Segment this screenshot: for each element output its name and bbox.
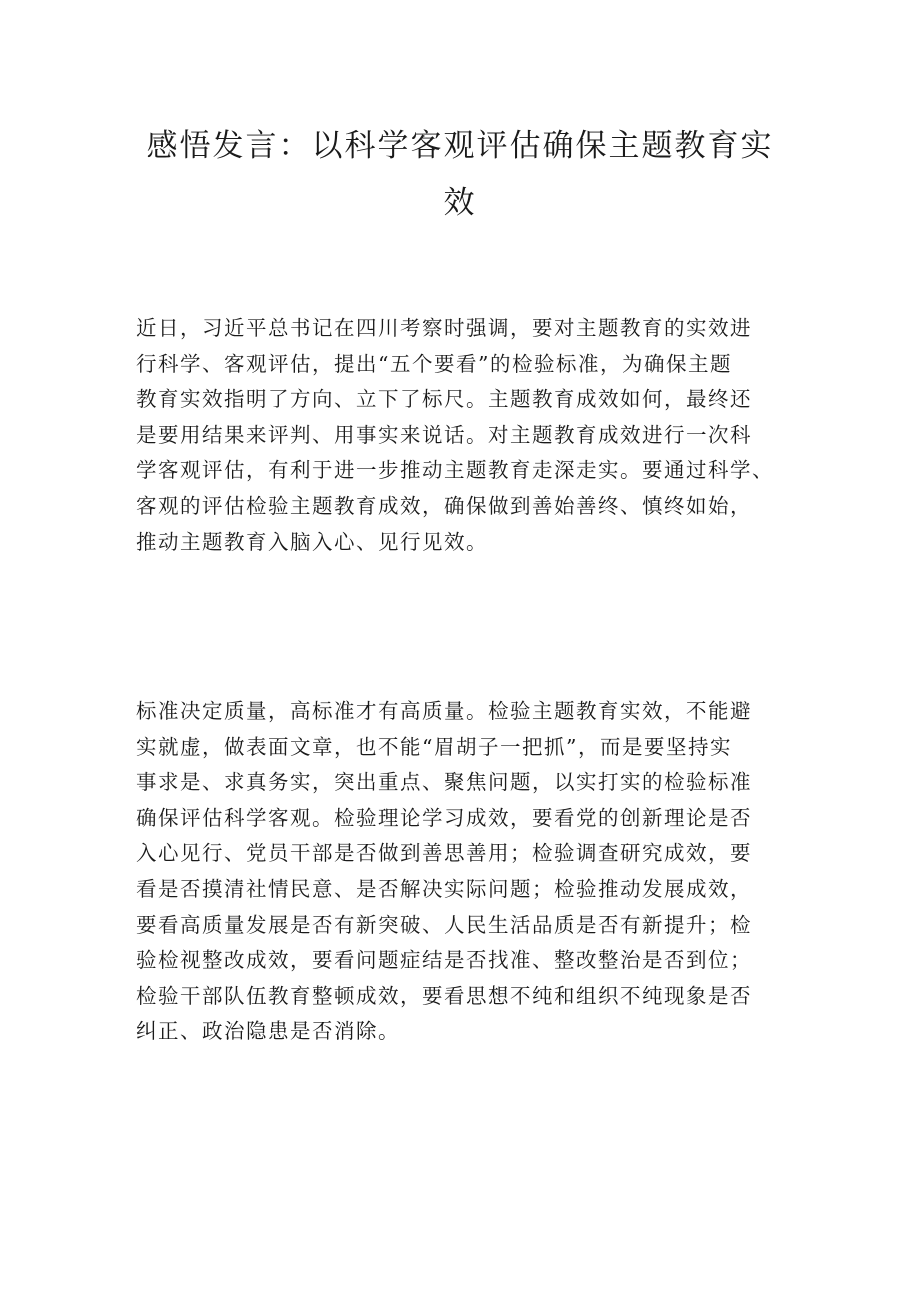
paragraph-line: 事求是、求真务实，突出重点、聚焦问题，以实打实的检验标准 — [136, 770, 752, 795]
paragraph-line: 纠正、政治隐患是否消除。 — [136, 1019, 400, 1044]
paragraph-line: 实就虚，做表面文章，也不能“眉胡子一把抓”，而是要坚持实 — [136, 734, 732, 759]
paragraph-line: 验检视整改成效，要看问题症结是否找准、整改整治是否到位； — [136, 948, 752, 973]
paragraph-line: 学客观评估，有利于进一步推动主题教育走深走实。要通过科学、 — [136, 458, 774, 483]
paragraph-line: 检验干部队伍教育整顿成效，要看思想不纯和组织不纯现象是否 — [136, 983, 752, 1008]
paragraph-line: 近日，习近平总书记在四川考察时强调，要对主题教育的实效进 — [136, 316, 752, 340]
paragraph-line: 确保评估科学客观。检验理论学习成效，要看党的创新理论是否 — [136, 805, 752, 830]
paragraph-line: 推动主题教育入脑入心、见行见效。 — [136, 529, 488, 554]
paragraph-line: 行科学、客观评估，提出“五个要看”的检验标准，为确保主题 — [136, 351, 732, 376]
title-line: 效 — [443, 185, 477, 221]
paragraph-1 — [136, 311, 816, 560]
paragraph-line: 要看高质量发展是否有新突破、人民生活品质是否有新提升；检 — [136, 912, 752, 937]
paragraph-line: 是要用结果来评判、用事实来说话。对主题教育成效进行一次科 — [136, 422, 752, 447]
paragraph-line: 看是否摸清社情民意、是否解决实际问题；检验推动发展成效， — [136, 876, 752, 901]
paragraph-line: 标准决定质量，高标准才有高质量。检验主题教育实效，不能避 — [136, 699, 752, 723]
paragraph-line: 客观的评估检验主题教育成效，确保做到善始善终、慎终如始， — [136, 493, 752, 518]
paragraph-2 — [136, 694, 816, 1050]
title-line: 感悟发言：以科学客观评估确保主题教育实 — [146, 128, 774, 164]
document-title — [0, 118, 920, 232]
paragraph-line: 入心见行、党员干部是否做到善思善用；检验调查研究成效，要 — [136, 841, 752, 866]
paragraph-line: 教育实效指明了方向、立下了标尺。主题教育成效如何，最终还 — [136, 387, 752, 412]
